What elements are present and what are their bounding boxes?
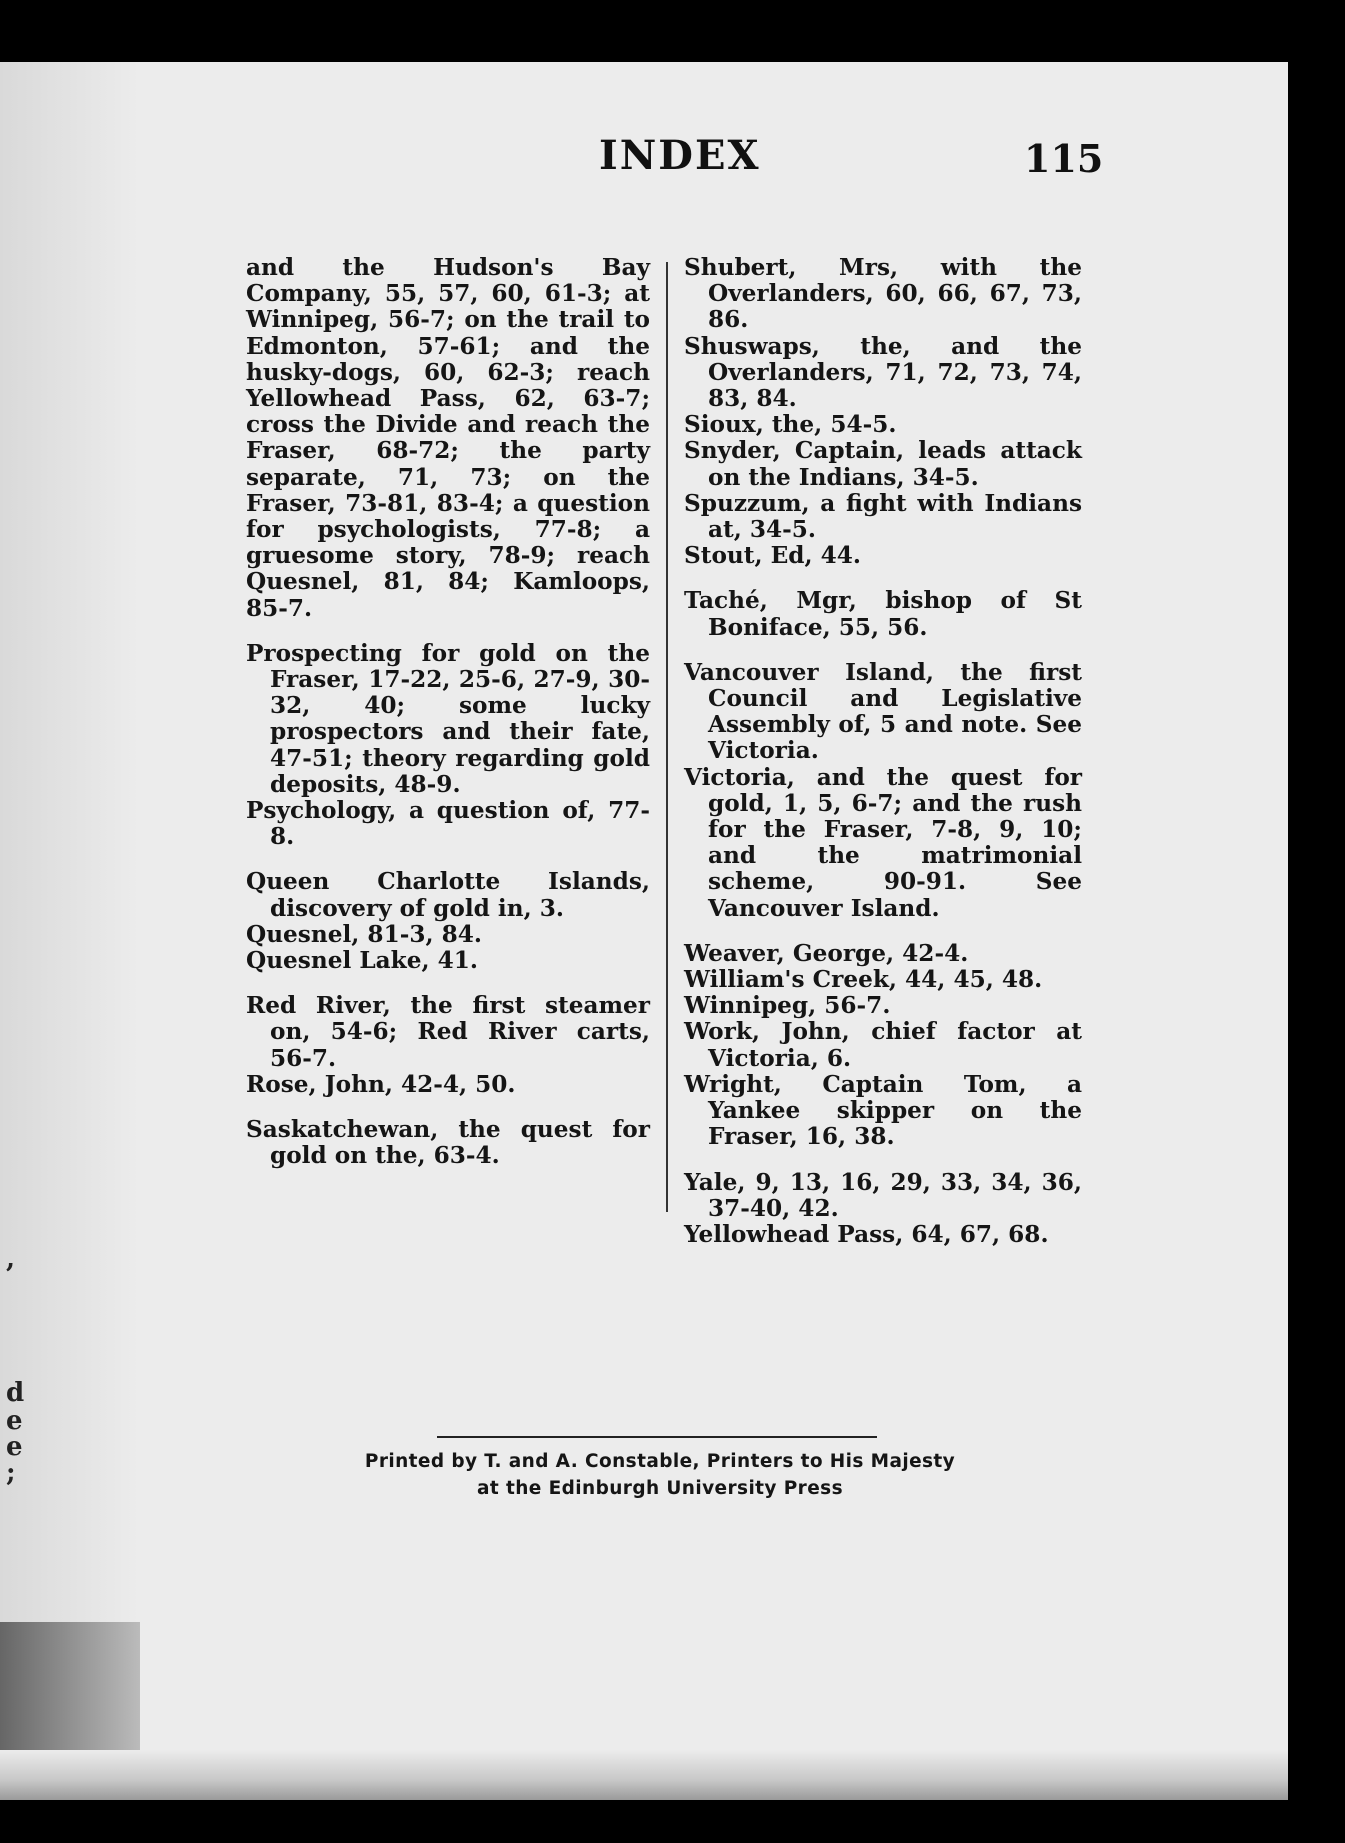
printer-imprint — [280, 1448, 1040, 1502]
binding-edge — [0, 1622, 140, 1752]
bleed-char: d — [6, 1378, 25, 1408]
index-entry: Snyder, Captain, leads attack on the Indians, 34-5. — [684, 437, 1082, 491]
index-entry: Quesnel Lake, 41. — [246, 947, 478, 975]
index-entry: Spuzzum, a fight with Indians at, 34-5. — [684, 489, 1082, 544]
index-entry: Red River, the first steamer on, 54-6; Red River carts, 56-7. — [246, 992, 650, 1072]
bleed-char: e — [6, 1406, 23, 1436]
index-entry: Rose, John, 42-4, 50. — [246, 1070, 516, 1098]
index-entry: Yale, 9, 13, 16, 29, 33, 34, 36, 37-40, 42. — [684, 1168, 1082, 1222]
index-entry: Quesnel, 81-3, 84. — [246, 920, 482, 948]
page-bottom-edge — [0, 1750, 1288, 1800]
index-entry: Saskatchewan, the quest for gold on the, 63-4. — [246, 1116, 650, 1170]
index-entry: Wright, Captain Tom, a Yankee skipper on the Fraser, 16, 38. — [684, 1070, 1082, 1151]
index-entry: Stout, Ed, 44. — [684, 542, 862, 570]
index-column-right — [684, 255, 1082, 1248]
facing-page-bleed — [0, 62, 40, 1662]
index-entry: William's Creek, 44, 45, 48. — [684, 966, 1043, 994]
index-entry: Queen Charlotte Islands, discovery of gold in, 3. — [246, 868, 650, 922]
index-entry: and the Hudson's Bay Company, 55, 57, 60, 61-3; at Winnipeg, 56-7; on the trail to Edmonton, 57-61; and the husky-dogs, 60, 62-3; reach Yellowhead Pass, 62, 63-7; cross the Divide and reach the Fraser, 68-72; the party separate, 71, 73; on the Fraser, 73-81, 83-4; a question for psychologists, 77-8; a gruesome story, 78-9; reach Quesnel, 81, 84; Kamloops, 85-7. — [246, 254, 650, 622]
index-entry: Victoria, and the quest for gold, 1, 5, 6-7; and the rush for the Fraser, 7-8, 9, 10; and the matrimonial scheme, 90-91. See Vancouver Island. — [684, 763, 1082, 922]
index-entry: Vancouver Island, the first Council and Legislative Assembly of, 5 and note. See Victoria. — [684, 658, 1082, 765]
page-number: 115 — [1024, 136, 1104, 181]
bleed-char: e — [6, 1432, 23, 1462]
index-entry: Prospecting for gold on the Fraser, 17-22, 25-6, 27-9, 30-32, 40; some lucky prospectors and their fate, 47-51; theory regarding gold deposits, 48-9. — [246, 639, 650, 798]
bleed-char: ; — [6, 1458, 16, 1488]
page-title: INDEX — [599, 132, 761, 179]
imprint-line: at the Edinburgh University Press — [477, 1478, 843, 1499]
index-entry: Shubert, Mrs, with the Overlanders, 60, 66, 67, 73, 86. — [684, 254, 1082, 334]
index-entry: Shuswaps, the, and the Overlanders, 71, 72, 73, 74, 83, 84. — [684, 332, 1082, 413]
index-entry: Weaver, George, 42-4. — [684, 939, 969, 967]
index-entry: Psychology, a question of, 77-8. — [246, 797, 650, 851]
index-entry: Yellowhead Pass, 64, 67, 68. — [684, 1220, 1049, 1248]
index-entry: Winnipeg, 56-7. — [684, 992, 891, 1020]
column-divider — [666, 262, 668, 1212]
index-entry: Work, John, chief factor at Victoria, 6. — [684, 1018, 1082, 1072]
imprint-line: Printed by T. and A. Constable, Printers to His Majesty — [364, 1451, 956, 1472]
index-entry: Taché, Mgr, bishop of St Boniface, 55, 56. — [684, 587, 1082, 641]
index-entry: Sioux, the, 54-5. — [684, 411, 897, 439]
footer-rule — [437, 1436, 877, 1438]
index-column-left — [246, 255, 650, 1170]
bleed-char: , — [6, 1244, 16, 1274]
